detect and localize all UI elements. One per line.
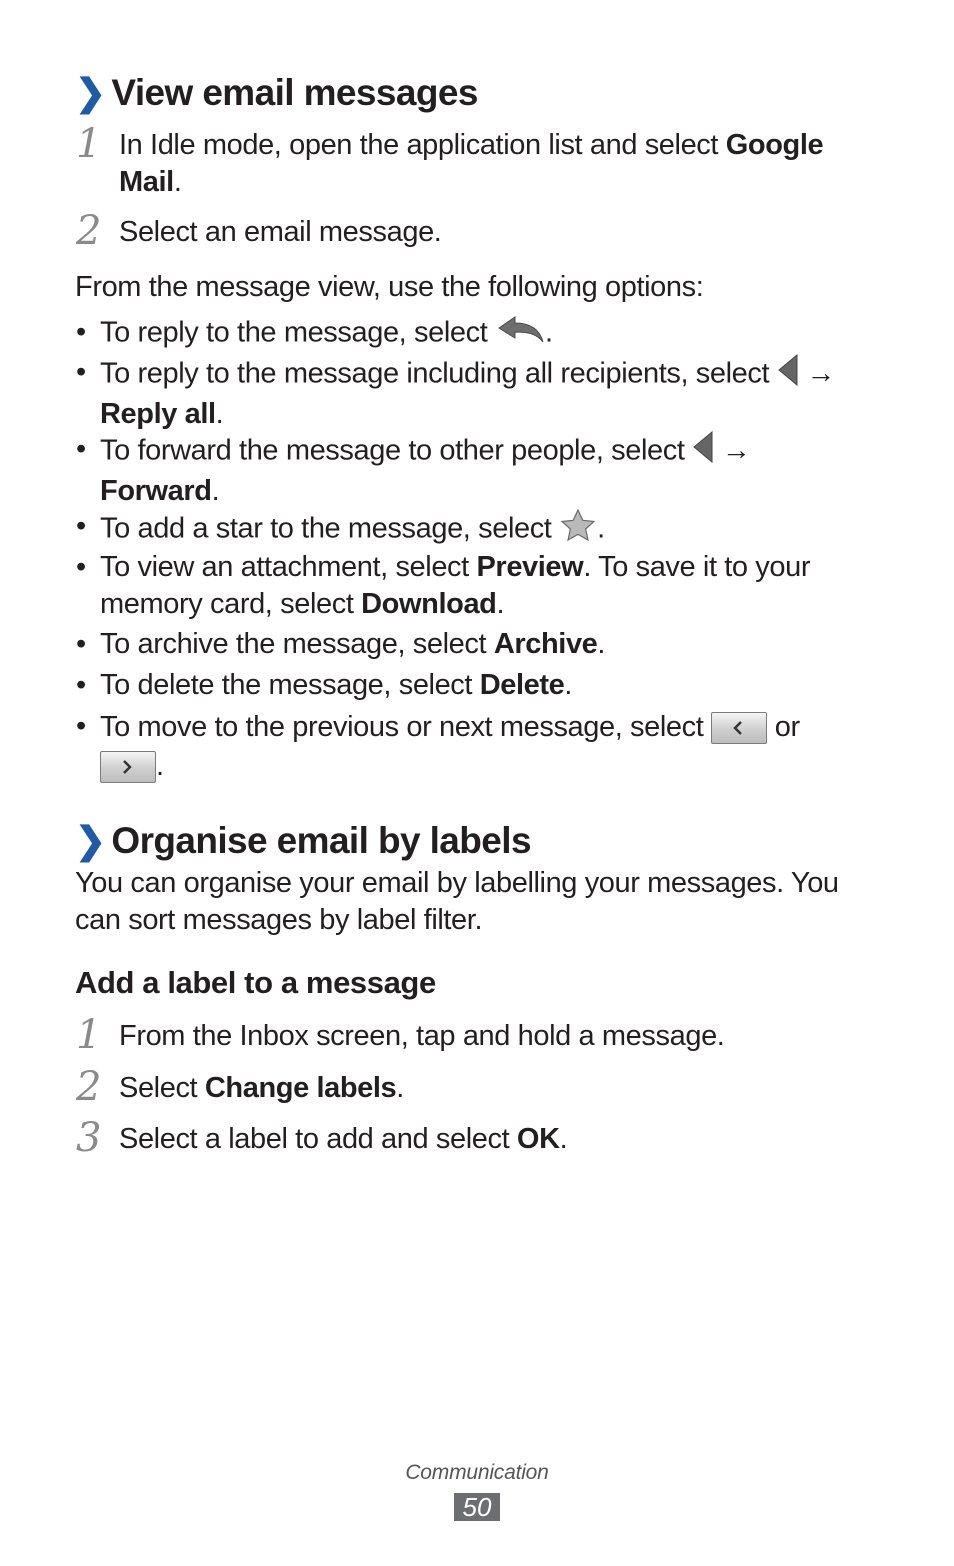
footer-chapter-label: Communication bbox=[405, 1461, 549, 1484]
step-text: In Idle mode, open the application list and select Google Mail. bbox=[119, 129, 824, 198]
reply-arrow-icon bbox=[495, 314, 545, 354]
section-title: View email messages bbox=[111, 72, 478, 113]
bullet-attachment: To view an attachment, select Preview. To save it to your memory card, select Download. bbox=[100, 551, 811, 620]
previous-button-icon bbox=[711, 712, 767, 744]
section-heading-view-email bbox=[75, 71, 478, 115]
bullet-dot: • bbox=[76, 316, 87, 348]
step-text: From the Inbox screen, tap and hold a message. bbox=[119, 1020, 725, 1052]
step-number: 2 bbox=[76, 1064, 102, 1110]
bullet-dot: • bbox=[76, 433, 87, 465]
section-chevron-icon: ❯ bbox=[75, 72, 106, 113]
step-number: 1 bbox=[76, 1012, 102, 1058]
step-text: Select an email message. bbox=[119, 216, 442, 248]
next-button-icon bbox=[100, 751, 156, 783]
bullet-forward: To forward the message to other people, select → Forward. bbox=[100, 431, 880, 510]
bullet-dot: • bbox=[76, 710, 87, 742]
section-chevron-icon: ❯ bbox=[75, 820, 106, 861]
options-intro: From the message view, use the following options: bbox=[75, 271, 704, 303]
section-title: Organise email by labels bbox=[111, 820, 531, 861]
page-number-badge: 50 bbox=[454, 1493, 500, 1521]
step-text: Select a label to add and select OK. bbox=[119, 1123, 568, 1155]
bullet-reply-all: To reply to the message including all recipients, select → Reply all. bbox=[100, 354, 880, 433]
bullet-dot: • bbox=[76, 510, 87, 542]
labels-intro: You can organise your email by labelling your messages. You can sort messages by label filter. bbox=[75, 867, 839, 936]
star-icon bbox=[559, 508, 597, 552]
bullet-archive: To archive the message, select Archive. bbox=[100, 628, 606, 660]
step-number: 3 bbox=[76, 1115, 102, 1161]
bullet-navigate: To move to the previous or next message, select or . bbox=[100, 711, 800, 782]
step-number: 1 bbox=[76, 121, 102, 167]
bullet-delete: To delete the message, select Delete. bbox=[100, 669, 573, 701]
app-name-google-mail: Google Mail bbox=[119, 129, 824, 198]
bullet-star: To add a star to the message, select . bbox=[100, 508, 880, 552]
bullet-dot: • bbox=[76, 669, 87, 701]
section-heading-organise-labels bbox=[75, 819, 531, 863]
step-number: 2 bbox=[76, 208, 102, 254]
bullet-dot: • bbox=[76, 551, 87, 583]
bullet-dot: • bbox=[76, 356, 87, 388]
menu-arrow-icon bbox=[777, 354, 799, 396]
bullet-reply: To reply to the message, select . bbox=[100, 314, 880, 354]
bullet-dot: • bbox=[76, 628, 87, 660]
menu-arrow-icon bbox=[692, 431, 714, 473]
subheading-add-label: Add a label to a message bbox=[75, 965, 436, 1000]
step-text: Select Change labels. bbox=[119, 1072, 404, 1104]
